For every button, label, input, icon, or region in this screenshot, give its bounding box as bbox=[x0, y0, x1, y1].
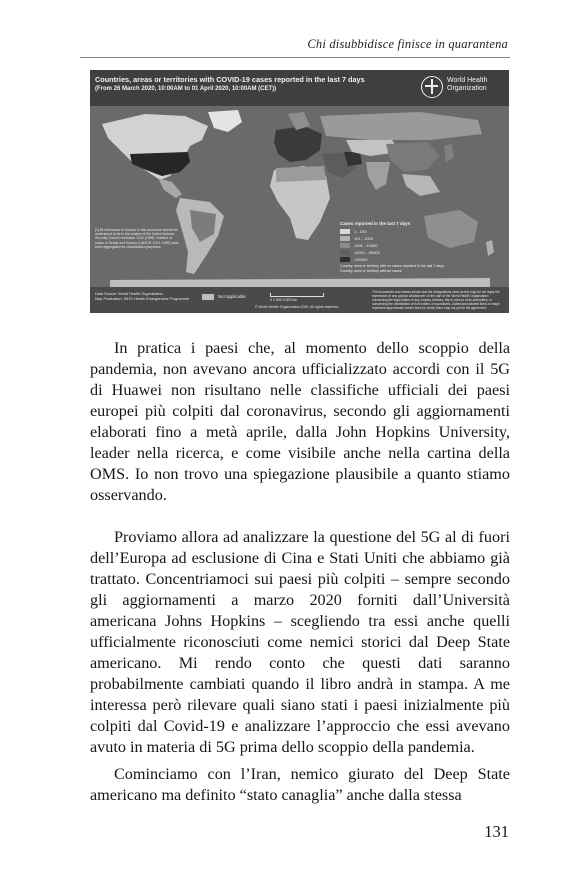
figure-subtitle: (From 26 March 2020, 10:00AM to 01 April 2020, 10:00AM (CET)) bbox=[95, 86, 277, 92]
map-region-north-africa bbox=[276, 166, 326, 182]
footer-source bbox=[95, 292, 189, 302]
legend-swatch bbox=[340, 250, 350, 255]
legend-label: >50000 bbox=[354, 257, 368, 262]
who-logo-text: World Health Organization bbox=[447, 77, 488, 92]
legend-swatch bbox=[340, 257, 350, 262]
legend-label: 1 - 100 bbox=[354, 229, 367, 234]
scale-label: 0 1,500 3,000 km bbox=[270, 298, 298, 302]
covid-map-figure bbox=[90, 70, 509, 313]
legend-label: 101 - 1000 bbox=[354, 236, 374, 241]
map-production: Map Production: WHO Health Emergencies Programme bbox=[95, 297, 190, 301]
legend-row bbox=[340, 228, 460, 235]
left-disclaimer: [1] All references to Kosovo in this document should be understood to be in the context of the United Nations Security Council resolution 1244 (1999). Number of cases of Serbia and Kosovo (UNSCR 1244, 1999) have been aggregated for classification purposes. bbox=[95, 228, 179, 249]
body-paragraph: Cominciamo con l’Iran, nemico giurato del Deep State americano ma definito “stato canaglia” anche dalla stessa bbox=[90, 765, 510, 804]
not-applicable-swatch bbox=[202, 294, 214, 300]
who-logo bbox=[421, 74, 505, 102]
map-legend bbox=[340, 221, 460, 287]
legend-note-without-cases: Country, area or territory without cases bbox=[340, 269, 402, 274]
who-emblem-icon bbox=[421, 76, 443, 98]
legend-title: Cases reported in the last 7 days bbox=[340, 221, 411, 226]
legend-label: 10001 - 50000 bbox=[354, 250, 380, 255]
legend-label: 1001 - 10000 bbox=[354, 243, 378, 248]
data-source: Data Source: World Health Organization bbox=[95, 292, 163, 296]
scale-bar bbox=[270, 293, 324, 297]
body-paragraph: Proviamo allora ad analizzare la questione del 5G al di fuori dell’Europa ad esclusione di Cina e Stati Uniti che abbiamo già trattato. Concentriamoci sui paesi più colpiti – sempre secondo gli aggiornamenti a marzo 2020 forniti dall’Università americana Johns Hopkins – scegliendo tra essi anche quelli ufficialmente riconosciuti come nemici storici dal Deep State americano. Mi rendo conto che questi dati saranno probabilmente cambiati quando il libro andrà in stampa. A me interessa però rilevare quali siano stati i paesi inizialmente più colpiti dal Covid-19 e analizzare l’approccio che essi avevano avuto in materia di 5G prima dello scoppio della pandemia. bbox=[90, 528, 510, 756]
legend-swatch bbox=[340, 243, 350, 248]
page-number: 131 bbox=[484, 822, 509, 841]
figure-footer bbox=[90, 287, 509, 313]
legend-row bbox=[340, 256, 460, 263]
figure-title: Countries, areas or territories with COVID-19 cases reported in the last 7 days bbox=[95, 75, 365, 84]
header-rule bbox=[80, 57, 510, 58]
running-header: Chi disubbidisce finisce in quarantena bbox=[307, 37, 508, 51]
legend-swatch bbox=[340, 236, 350, 241]
legend-row bbox=[340, 242, 460, 249]
legend-row bbox=[340, 235, 460, 242]
legend-swatch bbox=[340, 229, 350, 234]
copyright: © World Health Organization 2020, All rights reserved. bbox=[255, 305, 340, 309]
legend-note-with-cases: Country, area or territory with no cases reported in the last 7 days bbox=[340, 264, 445, 268]
legend-row bbox=[340, 249, 460, 256]
body-paragraph: In pratica i paesi che, al momento dello scoppio della pandemia, non avevano ancora ufficializzato accordi con il 5G di Huawei non risultano nelle classifiche ufficiali dei paesi europei più colpiti dal coronavirus, secondo gli aggiornamenti elaborati fino a metà aprile, dalla John Hopkins University, leader nella ricerca, e come visibile anche nella cartina della OMS. Io non trovo una spiegazione plausibile a quanto stiamo osservando. bbox=[90, 339, 510, 504]
footer-disclaimer: The boundaries and names shown and the designations used on this map do not imply the expression of any opinion whatsoever on the part of the World Health Organization concerning the legal status of any country, territory, city or area or of its authorities, or concerning the delimitation of its frontiers or boundaries. Dotted and dashed lines on maps represent approximate border lines for which there may not yet be full agreement. bbox=[372, 290, 500, 310]
not-applicable-label: Not applicable bbox=[218, 294, 246, 299]
figure-title-bar bbox=[90, 70, 509, 106]
